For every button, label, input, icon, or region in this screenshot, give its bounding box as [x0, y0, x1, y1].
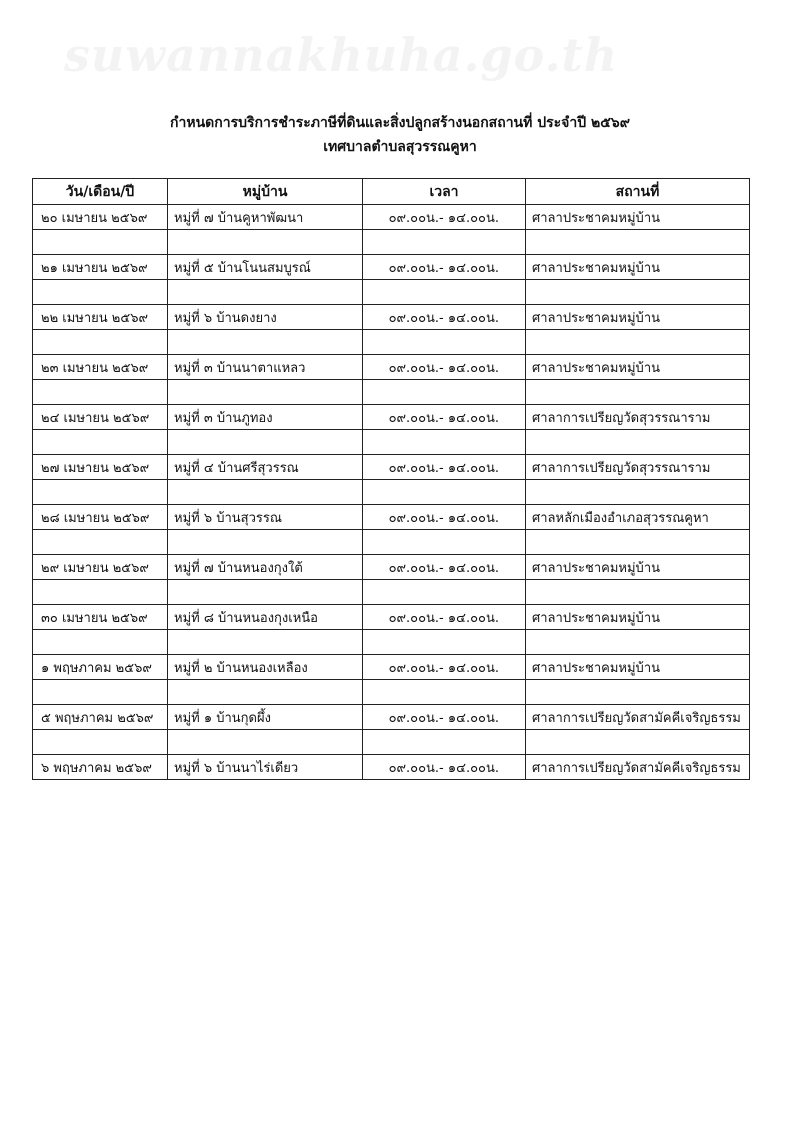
cell-village: หมู่ที่ ๖ บ้านสุวรรณ	[168, 505, 363, 530]
cell-place: ศาลาการเปรียญวัดสามัคคีเจริญธรรม	[526, 705, 750, 730]
watermark: suwannakhuha.go.th	[64, 28, 619, 82]
cell-time: ๐๙.๐๐น.- ๑๔.๐๐น.	[363, 655, 526, 680]
empty-cell	[168, 630, 363, 655]
empty-cell	[33, 230, 168, 255]
cell-village: หมู่ที่ ๗ บ้านคูหาพัฒนา	[168, 205, 363, 230]
cell-time: ๐๙.๐๐น.- ๑๔.๐๐น.	[363, 605, 526, 630]
cell-date: ๒๗ เมษายน ๒๕๖๙	[33, 455, 168, 480]
empty-cell	[168, 380, 363, 405]
cell-time: ๐๙.๐๐น.- ๑๔.๐๐น.	[363, 755, 526, 780]
cell-place: ศาลาประชาคมหมู่บ้าน	[526, 305, 750, 330]
empty-cell	[363, 430, 526, 455]
empty-cell	[168, 680, 363, 705]
empty-cell	[33, 480, 168, 505]
empty-cell	[168, 430, 363, 455]
empty-cell	[526, 430, 750, 455]
cell-place: ศาลหลักเมืองอำเภอสุวรรณคูหา	[526, 505, 750, 530]
table-row	[33, 255, 750, 280]
table-row	[33, 355, 750, 380]
spacer-row	[33, 680, 750, 705]
empty-cell	[526, 630, 750, 655]
empty-cell	[168, 230, 363, 255]
empty-cell	[33, 680, 168, 705]
empty-cell	[363, 730, 526, 755]
spacer-row	[33, 430, 750, 455]
empty-cell	[168, 280, 363, 305]
cell-date: ๖ พฤษภาคม ๒๕๖๙	[33, 755, 168, 780]
empty-cell	[363, 480, 526, 505]
document-subtitle: เทศบาลตำบลสุวรรณคูหา	[323, 139, 477, 155]
empty-cell	[526, 380, 750, 405]
empty-cell	[526, 280, 750, 305]
empty-cell	[526, 530, 750, 555]
spacer-row	[33, 230, 750, 255]
cell-place: ศาลาประชาคมหมู่บ้าน	[526, 255, 750, 280]
cell-date: ๒๘ เมษายน ๒๕๖๙	[33, 505, 168, 530]
empty-cell	[33, 580, 168, 605]
header-time: เวลา	[363, 179, 526, 205]
cell-place: ศาลาการเปรียญวัดสุวรรณาราม	[526, 405, 750, 430]
spacer-row	[33, 580, 750, 605]
cell-village: หมู่ที่ ๕ บ้านโนนสมบูรณ์	[168, 255, 363, 280]
empty-cell	[526, 480, 750, 505]
header-place: สถานที่	[526, 179, 750, 205]
table-row	[33, 505, 750, 530]
table-row	[33, 555, 750, 580]
empty-cell	[168, 330, 363, 355]
table-row	[33, 305, 750, 330]
table-row	[33, 655, 750, 680]
cell-date: ๕ พฤษภาคม ๒๕๖๙	[33, 705, 168, 730]
table-row	[33, 455, 750, 480]
cell-village: หมู่ที่ ๑ บ้านกุดผึ้ง	[168, 705, 363, 730]
empty-cell	[363, 680, 526, 705]
spacer-row	[33, 730, 750, 755]
empty-cell	[526, 330, 750, 355]
cell-time: ๐๙.๐๐น.- ๑๔.๐๐น.	[363, 305, 526, 330]
empty-cell	[33, 330, 168, 355]
empty-cell	[526, 680, 750, 705]
cell-time: ๐๙.๐๐น.- ๑๔.๐๐น.	[363, 355, 526, 380]
empty-cell	[363, 380, 526, 405]
cell-time: ๐๙.๐๐น.- ๑๔.๐๐น.	[363, 255, 526, 280]
cell-place: ศาลาประชาคมหมู่บ้าน	[526, 605, 750, 630]
empty-cell	[363, 580, 526, 605]
empty-cell	[363, 280, 526, 305]
cell-date: ๒๓ เมษายน ๒๕๖๙	[33, 355, 168, 380]
document-title: กำหนดการบริการชำระภาษีที่ดินและสิ่งปลูกสร้างนอกสถานที่ ประจำปี ๒๕๖๙	[170, 115, 630, 131]
cell-date: ๒๐ เมษายน ๒๕๖๙	[33, 205, 168, 230]
cell-village: หมู่ที่ ๔ บ้านศรีสุวรรณ	[168, 455, 363, 480]
table-row	[33, 755, 750, 780]
spacer-row	[33, 280, 750, 305]
spacer-row	[33, 630, 750, 655]
empty-cell	[363, 330, 526, 355]
cell-village: หมู่ที่ ๘ บ้านหนองกุงเหนือ	[168, 605, 363, 630]
empty-cell	[363, 530, 526, 555]
table-row	[33, 205, 750, 230]
empty-cell	[33, 380, 168, 405]
cell-time: ๐๙.๐๐น.- ๑๔.๐๐น.	[363, 455, 526, 480]
spacer-row	[33, 530, 750, 555]
cell-time: ๐๙.๐๐น.- ๑๔.๐๐น.	[363, 505, 526, 530]
cell-time: ๐๙.๐๐น.- ๑๔.๐๐น.	[363, 555, 526, 580]
cell-time: ๐๙.๐๐น.- ๑๔.๐๐น.	[363, 405, 526, 430]
table-header-row	[33, 179, 750, 205]
cell-village: หมู่ที่ ๓ บ้านนาตาแหลว	[168, 355, 363, 380]
table-row	[33, 605, 750, 630]
cell-place: ศาลาประชาคมหมู่บ้าน	[526, 655, 750, 680]
empty-cell	[526, 730, 750, 755]
schedule-table	[32, 178, 750, 780]
cell-place: ศาลาประชาคมหมู่บ้าน	[526, 355, 750, 380]
spacer-row	[33, 480, 750, 505]
empty-cell	[526, 230, 750, 255]
empty-cell	[33, 430, 168, 455]
cell-village: หมู่ที่ ๒ บ้านหนองเหลือง	[168, 655, 363, 680]
cell-date: ๒๑ เมษายน ๒๕๖๙	[33, 255, 168, 280]
cell-place: ศาลาการเปรียญวัดสุวรรณาราม	[526, 455, 750, 480]
cell-date: ๒๒ เมษายน ๒๕๖๙	[33, 305, 168, 330]
empty-cell	[168, 580, 363, 605]
cell-date: ๑ พฤษภาคม ๒๕๖๙	[33, 655, 168, 680]
cell-village: หมู่ที่ ๓ บ้านภูทอง	[168, 405, 363, 430]
empty-cell	[363, 630, 526, 655]
header-date: วัน/เดือน/ปี	[33, 179, 168, 205]
cell-time: ๐๙.๐๐น.- ๑๔.๐๐น.	[363, 205, 526, 230]
table-row	[33, 405, 750, 430]
empty-cell	[33, 280, 168, 305]
cell-date: ๒๙ เมษายน ๒๕๖๙	[33, 555, 168, 580]
empty-cell	[33, 730, 168, 755]
cell-date: ๓๐ เมษายน ๒๕๖๙	[33, 605, 168, 630]
cell-place: ศาลาประชาคมหมู่บ้าน	[526, 205, 750, 230]
empty-cell	[363, 230, 526, 255]
cell-time: ๐๙.๐๐น.- ๑๔.๐๐น.	[363, 705, 526, 730]
empty-cell	[526, 580, 750, 605]
cell-village: หมู่ที่ ๖ บ้านนาไร่เดียว	[168, 755, 363, 780]
cell-place: ศาลาประชาคมหมู่บ้าน	[526, 555, 750, 580]
cell-village: หมู่ที่ ๗ บ้านหนองกุงใต้	[168, 555, 363, 580]
cell-village: หมู่ที่ ๖ บ้านดงยาง	[168, 305, 363, 330]
empty-cell	[33, 530, 168, 555]
spacer-row	[33, 330, 750, 355]
table-row	[33, 705, 750, 730]
spacer-row	[33, 380, 750, 405]
header-village: หมู่บ้าน	[168, 179, 363, 205]
empty-cell	[168, 480, 363, 505]
empty-cell	[168, 730, 363, 755]
cell-place: ศาลาการเปรียญวัดสามัคคีเจริญธรรม	[526, 755, 750, 780]
cell-date: ๒๔ เมษายน ๒๕๖๙	[33, 405, 168, 430]
schedule-body	[33, 205, 750, 780]
empty-cell	[33, 630, 168, 655]
empty-cell	[168, 530, 363, 555]
